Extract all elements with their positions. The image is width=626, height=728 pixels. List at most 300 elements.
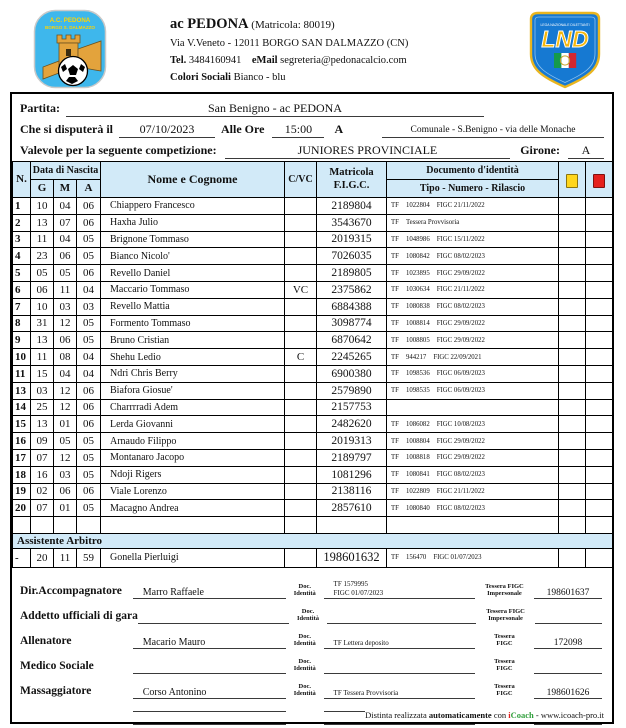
- birth-month: 12: [54, 315, 77, 332]
- player-name: Arnaudo Filippo: [101, 433, 285, 450]
- red-card-cell: [586, 449, 613, 466]
- club-contacts: [170, 53, 408, 70]
- time-label: Alle Ore: [221, 122, 265, 136]
- player-number: 19: [13, 483, 31, 500]
- doc-identita-label: [286, 711, 324, 712]
- staff-name-field: Marro Raffaele: [133, 587, 286, 599]
- partita-line: [20, 96, 604, 117]
- table-row: [13, 466, 613, 483]
- captain-flag: [285, 466, 317, 483]
- red-card-cell: [586, 198, 613, 215]
- table-row: [13, 382, 613, 399]
- doc-identita-label: Doc. Identità: [293, 583, 316, 598]
- yellow-card-cell: [559, 214, 586, 231]
- birth-year: 05: [77, 500, 101, 517]
- birth-month: 12: [54, 449, 77, 466]
- identity-document: TF 1080838 FIGC 08/02/2023: [387, 298, 559, 315]
- colors-label: Colori Sociali: [170, 71, 231, 83]
- assistente-row: [13, 548, 613, 567]
- table-row: [13, 517, 613, 534]
- captain-flag: [285, 214, 317, 231]
- captain-flag: [285, 449, 317, 466]
- birth-year: 04: [77, 365, 101, 382]
- col-header-cvc: C/VC: [285, 162, 317, 198]
- competition-line: [20, 138, 604, 159]
- lnd-shield-logo: [522, 6, 608, 95]
- yellow-card-cell: [559, 517, 586, 534]
- identity-document: TF 1022804 FIGC 21/11/2022: [387, 198, 559, 215]
- red-card-cell: [586, 298, 613, 315]
- matricola-figc: 3098774: [317, 315, 387, 332]
- footer-text: Distinta realizzata: [365, 710, 429, 720]
- red-card-cell: [586, 349, 613, 366]
- red-card-cell: [586, 483, 613, 500]
- col-header-red-card: [586, 162, 613, 198]
- matricola-figc: 1081296: [317, 466, 387, 483]
- match-sheet: [10, 92, 614, 724]
- italian-flag-graphic: [554, 53, 576, 68]
- yellow-card-cell: [559, 298, 586, 315]
- birth-year: 06: [77, 265, 101, 282]
- captain-flag: [285, 298, 317, 315]
- staff-name-field: [133, 711, 286, 712]
- identity-document: TF 944217 FIGC 22/09/2021: [387, 349, 559, 366]
- player-number: 4: [13, 248, 31, 265]
- identity-document: TF 1008814 FIGC 29/09/2022: [387, 315, 559, 332]
- yellow-card-cell: [559, 281, 586, 298]
- venue-field: Comunale - S.Benigno - via delle Monache: [382, 125, 604, 138]
- birth-day: 06: [31, 281, 54, 298]
- staff-tessera-field: [534, 724, 602, 725]
- identity-document: TF 1048986 FIGC 15/11/2022: [387, 231, 559, 248]
- yellow-card-cell: [559, 265, 586, 282]
- red-card-cell: [586, 231, 613, 248]
- player-number: 13: [13, 382, 31, 399]
- captain-flag: C: [285, 349, 317, 366]
- matricola-figc: 7026035: [317, 248, 387, 265]
- player-name: Revello Mattia: [101, 298, 285, 315]
- col-header-birth: Data di Nascita: [31, 162, 101, 180]
- identity-document: [387, 517, 559, 534]
- letterhead: [0, 6, 626, 90]
- player-number: 8: [13, 315, 31, 332]
- identity-document: TF 1080841 FIGC 08/02/2023: [387, 466, 559, 483]
- player-number: 1: [13, 198, 31, 215]
- captain-flag: [285, 315, 317, 332]
- doc-identita-label: Doc. Identità: [293, 683, 316, 698]
- partita-value-field: San Benigno - ac PEDONA: [66, 101, 484, 117]
- col-header-g: G: [31, 180, 54, 198]
- yellow-card-cell: [559, 483, 586, 500]
- captain-flag: [285, 198, 317, 215]
- staff-tessera-field: [534, 673, 602, 674]
- birth-day: 20: [31, 548, 54, 567]
- birth-month: 03: [54, 466, 77, 483]
- birth-month: 05: [54, 265, 77, 282]
- staff-doc-field: TF 1579995 FIGC 01/07/2023: [324, 580, 475, 599]
- red-card-cell: [586, 265, 613, 282]
- colors-value: Bianco - blu: [233, 71, 286, 83]
- table-row: [13, 248, 613, 265]
- col-header-m: M: [54, 180, 77, 198]
- yellow-card-cell: [559, 332, 586, 349]
- yellow-card-cell: [559, 399, 586, 416]
- time-value-field: 15:00: [272, 122, 324, 138]
- player-name: Gonella Pierluigi: [101, 548, 285, 567]
- staff-role-label: Addetto ufficiali di gara: [20, 609, 138, 622]
- birth-year: 06: [77, 198, 101, 215]
- birth-day: 11: [31, 231, 54, 248]
- player-name: Haxha Julio: [101, 214, 285, 231]
- footer-credit: Distinta realizzata automaticamente con iCoach - www.icoach-pro.it: [365, 710, 604, 720]
- table-row: [13, 265, 613, 282]
- birth-month: 11: [54, 281, 77, 298]
- col-header-name: Nome e Cognome: [101, 162, 285, 198]
- birth-month: 05: [54, 433, 77, 450]
- birth-year: 05: [77, 433, 101, 450]
- player-name: Charrrradi Adem: [101, 399, 285, 416]
- footer-url: - www.icoach-pro.it: [533, 710, 604, 720]
- captain-flag: [285, 416, 317, 433]
- birth-day: 07: [31, 449, 54, 466]
- table-row: [13, 281, 613, 298]
- club-matricola: (Matricola: 80019): [251, 19, 335, 31]
- birth-day: 16: [31, 466, 54, 483]
- birth-year: 06: [77, 416, 101, 433]
- table-row: [13, 399, 613, 416]
- girone-value-field: A: [568, 143, 604, 159]
- table-row: [13, 449, 613, 466]
- staff-row: [20, 674, 606, 699]
- club-colors: [170, 70, 408, 87]
- red-card-cell: [586, 332, 613, 349]
- footer-bold-text: automaticamente: [428, 710, 492, 720]
- date-value-field: 07/10/2023: [119, 122, 215, 138]
- yellow-card-cell: [559, 231, 586, 248]
- staff-doc-field: [327, 623, 477, 624]
- birth-year: 05: [77, 248, 101, 265]
- player-number: 14: [13, 399, 31, 416]
- doc-identita-label: Doc. Identità: [296, 608, 320, 623]
- table-row: [13, 214, 613, 231]
- matricola-figc: [317, 517, 387, 534]
- matricola-figc: 2019313: [317, 433, 387, 450]
- birth-day: 09: [31, 433, 54, 450]
- red-card-cell: [586, 548, 613, 567]
- birth-month: 04: [54, 365, 77, 382]
- staff-role-label: [20, 710, 133, 712]
- birth-year: 05: [77, 315, 101, 332]
- birth-day: 13: [31, 416, 54, 433]
- col-header-a: A: [77, 180, 101, 198]
- staff-tessera-field: [535, 623, 602, 624]
- icoach-brand-i: i: [508, 710, 511, 720]
- captain-flag: VC: [285, 281, 317, 298]
- birth-day: 31: [31, 315, 54, 332]
- tessera-figc-label: [475, 724, 534, 725]
- col-header-n: N.: [13, 162, 31, 198]
- birth-year: [77, 517, 101, 534]
- player-name: Ndoji Rigers: [101, 466, 285, 483]
- birth-day: 15: [31, 365, 54, 382]
- birth-month: 08: [54, 349, 77, 366]
- table-row: [13, 416, 613, 433]
- player-number: 7: [13, 298, 31, 315]
- birth-month: 06: [54, 332, 77, 349]
- col-header-doc-sub: Tipo - Numero - Rilascio: [387, 180, 559, 198]
- birth-month: 11: [54, 548, 77, 567]
- matricola-figc: 2579890: [317, 382, 387, 399]
- birth-year: 06: [77, 382, 101, 399]
- birth-month: 01: [54, 500, 77, 517]
- table-row: [13, 483, 613, 500]
- staff-doc-field: TF Tessera Provvisoria: [324, 689, 475, 699]
- matricola-figc: 2482620: [317, 416, 387, 433]
- lnd-arc-text: LEGA NAZIONALE DILETTANTI: [540, 23, 590, 27]
- email-label: eMail: [251, 54, 278, 66]
- tessera-figc-label: Tessera FIGC: [494, 683, 515, 698]
- table-row: [13, 332, 613, 349]
- player-name: Shehu Ledio: [101, 349, 285, 366]
- yellow-card-cell: [559, 365, 586, 382]
- captain-flag: [285, 433, 317, 450]
- player-number: 16: [13, 433, 31, 450]
- staff-role-label: Massaggiatore: [20, 684, 92, 697]
- assistente-section: [13, 533, 613, 567]
- identity-document: TF 156470 FIGC 01/07/2023: [387, 548, 559, 567]
- captain-flag: [285, 500, 317, 517]
- birth-day: 25: [31, 399, 54, 416]
- matricola-figc: 2189797: [317, 449, 387, 466]
- player-name: [101, 517, 285, 534]
- table-row: [13, 298, 613, 315]
- staff-doc-field: [324, 724, 475, 725]
- player-name: Brignone Tommaso: [101, 231, 285, 248]
- staff-doc-field: [324, 673, 475, 674]
- staff-name-field: Macario Mauro: [133, 637, 286, 649]
- birth-day: 07: [31, 500, 54, 517]
- yellow-card-cell: [559, 548, 586, 567]
- birth-month: 01: [54, 416, 77, 433]
- yellow-card-cell: [559, 382, 586, 399]
- staff-name-field: Corso Antonino: [133, 687, 286, 699]
- matricola-figc: 6884388: [317, 298, 387, 315]
- birth-day: 05: [31, 265, 54, 282]
- identity-document: TF 1008805 FIGC 29/09/2022: [387, 332, 559, 349]
- player-number: 15: [13, 416, 31, 433]
- captain-flag: [285, 365, 317, 382]
- competition-label: Valevole per la seguente competizione:: [20, 143, 217, 157]
- yellow-card-cell: [559, 248, 586, 265]
- yellow-card-cell: [559, 315, 586, 332]
- match-info-section: [12, 94, 612, 159]
- player-name: Viale Lorenzo: [101, 483, 285, 500]
- birth-year: 04: [77, 281, 101, 298]
- col-header-yellow-card: [559, 162, 586, 198]
- matricola-figc: 2245265: [317, 349, 387, 366]
- birth-month: [54, 517, 77, 534]
- birth-year: 59: [77, 548, 101, 567]
- table-row: [13, 231, 613, 248]
- birth-day: 02: [31, 483, 54, 500]
- birth-year: 03: [77, 298, 101, 315]
- staff-role-label: Allenatore: [20, 634, 72, 647]
- captain-flag: [285, 483, 317, 500]
- yellow-card-cell: [559, 466, 586, 483]
- matricola-figc: 2189804: [317, 198, 387, 215]
- at-label: A: [334, 122, 344, 136]
- roster-body: [13, 198, 613, 534]
- red-card-cell: [586, 248, 613, 265]
- birth-month: 06: [54, 248, 77, 265]
- captain-flag: [285, 332, 317, 349]
- club-info-block: [170, 13, 408, 87]
- birth-month: 07: [54, 214, 77, 231]
- assistente-band: [13, 533, 613, 548]
- player-name: Macagno Andrea: [101, 500, 285, 517]
- crest-text-line2: BORGO S. DALMAZZO: [44, 25, 96, 30]
- table-row: [13, 500, 613, 517]
- staff-role-label: Medico Sociale: [20, 659, 94, 672]
- doc-identita-label: [286, 724, 324, 725]
- birth-month: 04: [54, 231, 77, 248]
- staff-name-field: [133, 724, 286, 725]
- matricola-figc: 198601632: [317, 548, 387, 567]
- club-name-line: [170, 13, 408, 36]
- yellow-card-cell: [559, 198, 586, 215]
- col-header-matricola: Matricola F.I.G.C.: [317, 162, 387, 198]
- staff-row: [20, 649, 606, 674]
- staff-row: [20, 574, 606, 599]
- birth-month: 03: [54, 298, 77, 315]
- club-address: Via V.Veneto - 12011 BORGO SAN DALMAZZO (CN): [170, 38, 409, 50]
- birth-day: 11: [31, 349, 54, 366]
- col-header-doc: Documento d'identità: [387, 162, 559, 180]
- matricola-figc: 2019315: [317, 231, 387, 248]
- birth-day: 13: [31, 214, 54, 231]
- player-number: [13, 517, 31, 534]
- birth-year: 05: [77, 466, 101, 483]
- matricola-figc: 2138116: [317, 483, 387, 500]
- yellow-card-icon: [566, 174, 578, 188]
- birth-month: 04: [54, 198, 77, 215]
- player-name: Biafora Giosue': [101, 382, 285, 399]
- birth-month: 12: [54, 399, 77, 416]
- captain-flag: [285, 382, 317, 399]
- staff-tessera-field: 198601626: [534, 688, 602, 699]
- player-number: 18: [13, 466, 31, 483]
- tessera-figc-label: Tessera FIGC: [494, 658, 515, 673]
- birth-month: 06: [54, 483, 77, 500]
- captain-flag: [285, 548, 317, 567]
- red-card-cell: [586, 466, 613, 483]
- matricola-figc: 2189805: [317, 265, 387, 282]
- red-card-cell: [586, 281, 613, 298]
- yellow-card-cell: [559, 500, 586, 517]
- player-name: Maccario Tommaso: [101, 281, 285, 298]
- matricola-figc: 6900380: [317, 365, 387, 382]
- staff-tessera-field: 172098: [534, 638, 602, 649]
- birth-year: 06: [77, 399, 101, 416]
- club-name: ac PEDONA: [170, 16, 249, 32]
- staff-doc-field: TF Lettera deposito: [324, 639, 475, 649]
- email-value: segreteria@pedonacalcio.com: [280, 54, 407, 66]
- partita-label: Partita:: [20, 101, 60, 115]
- captain-flag: [285, 248, 317, 265]
- doc-identita-label: Doc. Identità: [293, 633, 316, 648]
- club-crest-logo: [33, 9, 107, 94]
- identity-document: TF 1086082 FIGC 10/08/2023: [387, 416, 559, 433]
- roster-header: [13, 162, 613, 198]
- birth-month: 12: [54, 382, 77, 399]
- birth-day: 10: [31, 298, 54, 315]
- yellow-card-cell: [559, 433, 586, 450]
- identity-document: [387, 399, 559, 416]
- table-row: [13, 315, 613, 332]
- birth-year: 05: [77, 449, 101, 466]
- player-number: 10: [13, 349, 31, 366]
- player-number: 17: [13, 449, 31, 466]
- yellow-card-cell: [559, 449, 586, 466]
- player-number: 11: [13, 365, 31, 382]
- birth-year: 06: [77, 214, 101, 231]
- staff-row: [20, 599, 606, 624]
- identity-document: TF 1022809 FIGC 21/11/2022: [387, 483, 559, 500]
- roster-table: [12, 161, 613, 568]
- birth-year: 05: [77, 231, 101, 248]
- tessera-figc-label: Tessera FIGC Impersonale: [486, 608, 525, 623]
- birth-year: 06: [77, 483, 101, 500]
- table-row: [13, 349, 613, 366]
- staff-name-field: [133, 673, 286, 674]
- identity-document: TF 1080840 FIGC 08/02/2023: [387, 500, 559, 517]
- assistente-label: Assistente Arbitro: [13, 533, 613, 548]
- identity-document: TF 1023895 FIGC 29/09/2022: [387, 265, 559, 282]
- identity-document: TF 1030634 FIGC 21/11/2022: [387, 281, 559, 298]
- table-row: [13, 365, 613, 382]
- birth-year: 04: [77, 349, 101, 366]
- matricola-figc: 2157753: [317, 399, 387, 416]
- matricola-figc: 2857610: [317, 500, 387, 517]
- identity-document: TF Tessera Provvisoria: [387, 214, 559, 231]
- red-card-cell: [586, 315, 613, 332]
- captain-flag: [285, 517, 317, 534]
- birth-day: 03: [31, 382, 54, 399]
- red-card-cell: [586, 382, 613, 399]
- player-name: Bianco Nicolo': [101, 248, 285, 265]
- red-card-cell: [586, 416, 613, 433]
- player-number: 2: [13, 214, 31, 231]
- staff-name-field: [138, 623, 290, 624]
- tel-label: Tel.: [170, 54, 187, 66]
- red-card-cell: [586, 214, 613, 231]
- staff-role-label: Dir.Accompagnatore: [20, 584, 122, 597]
- staff-tessera-field: 198601637: [534, 588, 602, 599]
- identity-document: TF 1080842 FIGC 08/02/2023: [387, 248, 559, 265]
- player-number: 6: [13, 281, 31, 298]
- player-name: Bruno Cristian: [101, 332, 285, 349]
- tel-value: 3484160941: [188, 54, 242, 66]
- tessera-figc-label: Tessera FIGC Impersonale: [485, 583, 524, 598]
- lnd-acronym: LND: [541, 26, 589, 52]
- date-line: [20, 117, 604, 138]
- identity-document: TF 1098536 FIGC 06/09/2023: [387, 365, 559, 382]
- captain-flag: [285, 399, 317, 416]
- red-card-cell: [586, 433, 613, 450]
- matricola-figc: 3543670: [317, 214, 387, 231]
- yellow-card-cell: [559, 349, 586, 366]
- player-name: Formento Tommaso: [101, 315, 285, 332]
